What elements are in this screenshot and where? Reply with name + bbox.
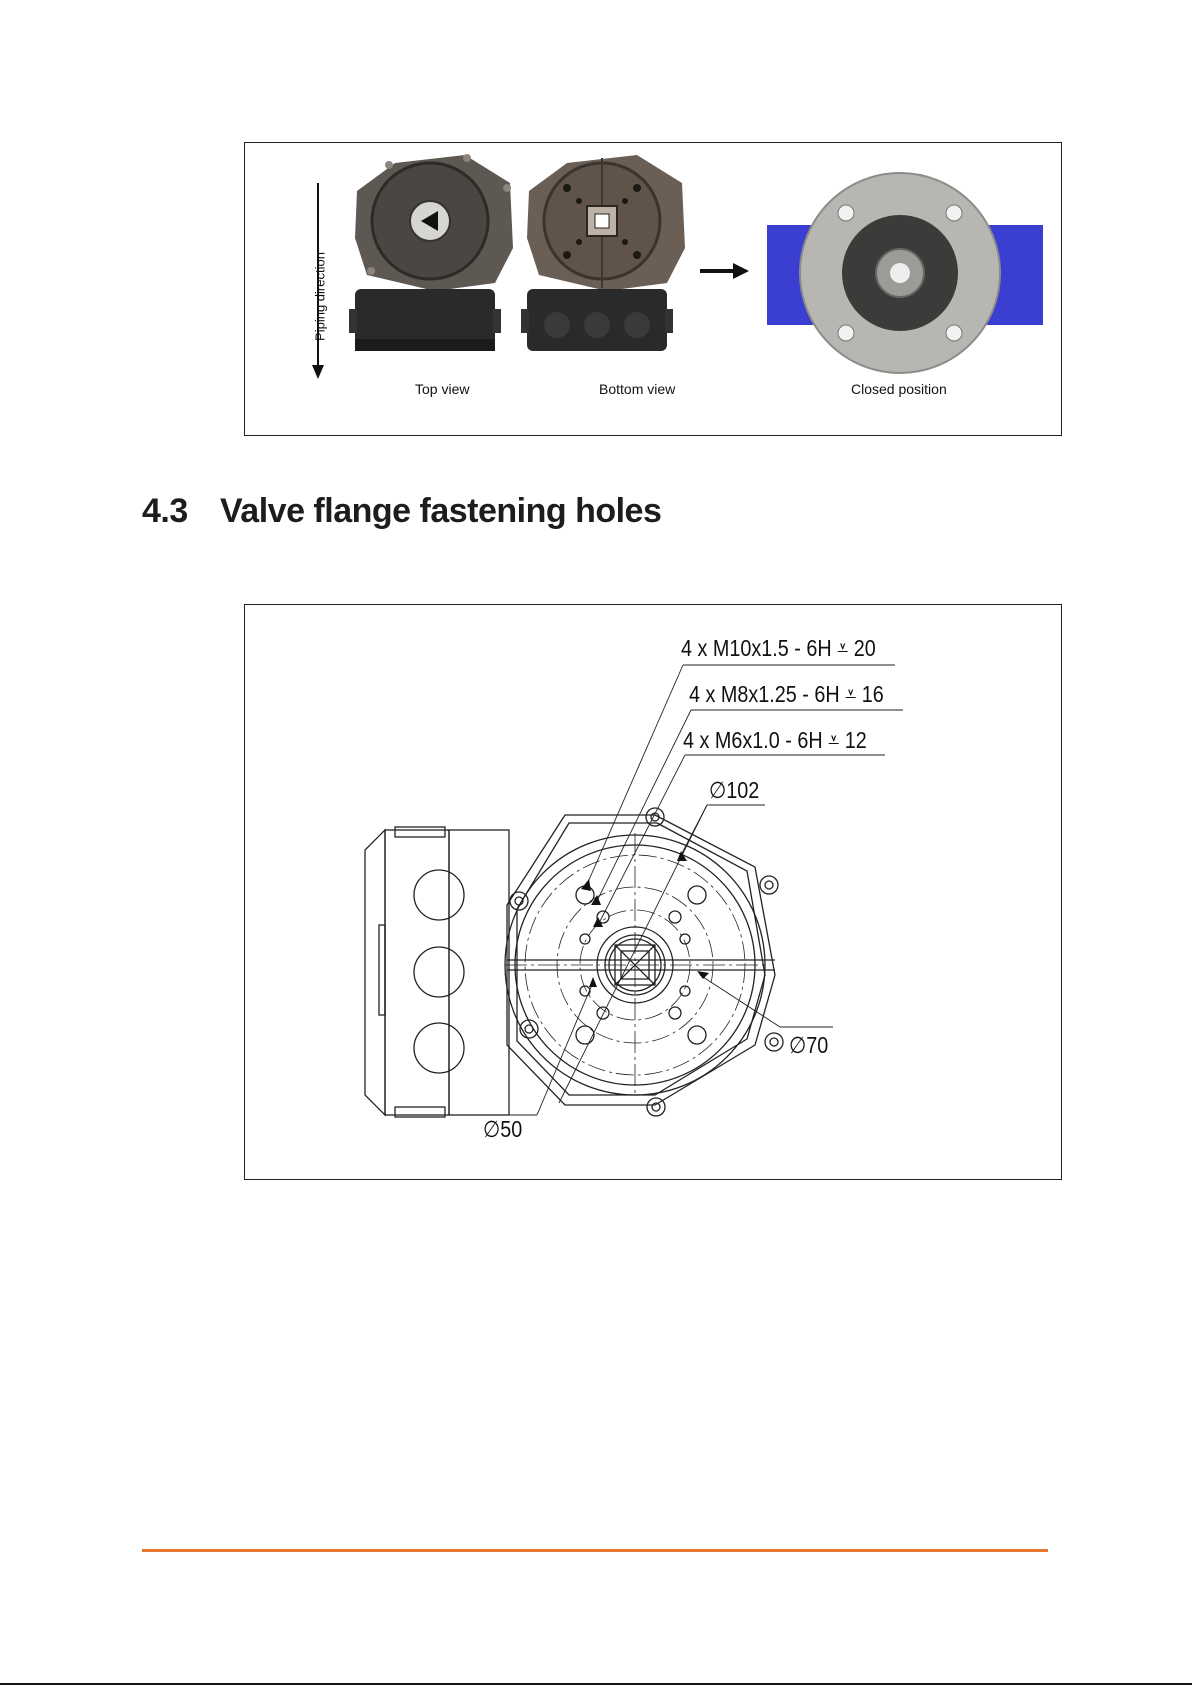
footer-accent-line — [142, 1549, 1048, 1552]
junction-box — [365, 827, 509, 1117]
transition-arrowhead — [733, 263, 749, 279]
section-heading — [142, 492, 661, 531]
d102-callout: ∅102 — [709, 777, 760, 803]
drive-hub — [597, 927, 673, 1003]
views-figure — [244, 142, 1062, 436]
top-view-caption: Top view — [415, 381, 470, 397]
bottom-view-actuator — [521, 155, 685, 351]
bottom-view-caption: Bottom view — [599, 381, 676, 397]
section-title: Valve flange fastening holes — [220, 492, 662, 530]
piping-arrowhead — [312, 365, 324, 379]
m8-callout: 4 x M8x1.25 - 6H ⩡ 16 — [689, 681, 884, 707]
d50-callout: ∅50 — [483, 1116, 523, 1142]
m10-callout: 4 x M10x1.5 - 6H ⩡ 20 — [681, 635, 876, 661]
piping-direction-label: Piping direction — [312, 252, 328, 341]
top-view-actuator — [349, 154, 513, 351]
d70-callout: ∅70 — [789, 1032, 829, 1058]
closed-position-valve — [767, 173, 1043, 373]
actuator-housing — [505, 808, 783, 1116]
flange-drawing — [244, 604, 1062, 1180]
m6-callout: 4 x M6x1.0 - 6H ⩡ 12 — [683, 727, 867, 753]
closed-position-caption: Closed position — [851, 381, 947, 397]
section-number: 4.3 — [142, 492, 188, 530]
flange-drawing-svg — [245, 605, 1063, 1181]
